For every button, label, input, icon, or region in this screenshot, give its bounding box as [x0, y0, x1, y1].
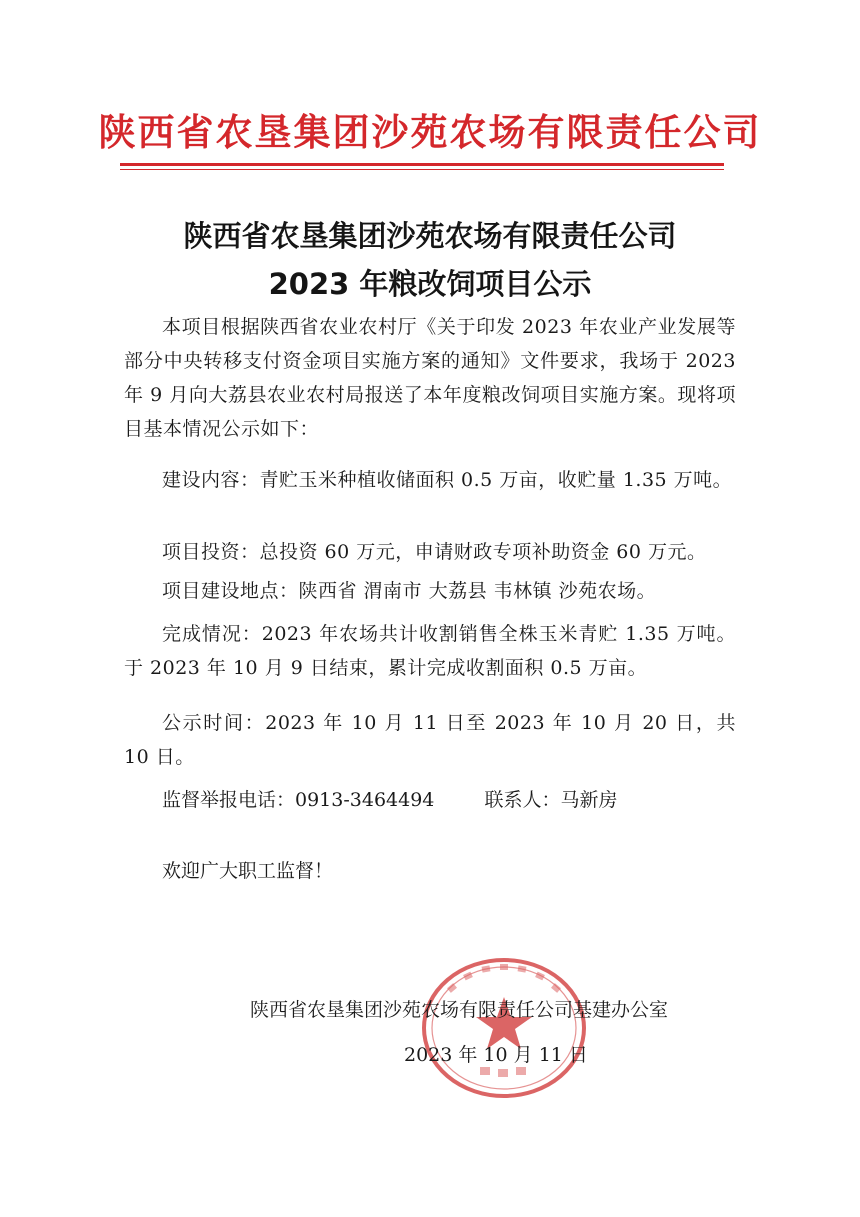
signature-date: 2023 年 10 月 11 日: [404, 1044, 588, 1066]
signature-org: 陕西省农垦集团沙苑农场有限责任公司基建办公室: [250, 999, 669, 1021]
letterhead-rule-thick: [120, 163, 724, 166]
letterhead-rule-thin: [120, 169, 724, 170]
investment-paragraph: 项目投资：总投资 60 万元，申请财政专项补助资金 60 万元。: [162, 541, 707, 563]
content-paragraph: 建设内容：青贮玉米种植收储面积 0.5 万亩，收贮量 1.35 万吨。: [162, 469, 733, 491]
doc-title-line2: 2023 年粮改饲项目公示: [268, 267, 592, 301]
hotline-text: 监督举报电话：0913-3464494: [162, 789, 435, 811]
contact-person-text: 联系人：马新房: [484, 789, 618, 811]
official-seal-icon: [418, 955, 590, 1101]
status-paragraph: 完成情况：2023 年农场共计收割销售全株玉米青贮 1.35 万吨。于 2023 年 10 月 9 日结束，累计完成收割面积 0.5 万亩。: [124, 623, 736, 679]
intro-paragraph: 本项目根据陕西省农业农村厅《关于印发 2023 年农业产业发展等部分中央转移支付资金项目实施方案的通知》文件要求，我场于 2023 年 9 月向大荔县农业农村局报送了本年度粮改饲项目实施方案。现将项目基本情况公示如下：: [124, 316, 736, 440]
site-paragraph: 项目建设地点：陕西省 渭南市 大荔县 韦林镇 沙苑农场。: [162, 580, 657, 602]
contact-row: [162, 785, 661, 815]
doc-title-line1: 陕西省农垦集团沙苑农场有限责任公司: [183, 219, 677, 253]
period-paragraph: 公示时间：2023 年 10 月 11 日至 2023 年 10 月 20 日，共 10 日。: [124, 712, 736, 768]
welcome-text: 欢迎广大职工监督！: [162, 860, 334, 882]
letterhead-title: 陕西省农垦集团沙苑农场有限责任公司: [98, 111, 762, 154]
